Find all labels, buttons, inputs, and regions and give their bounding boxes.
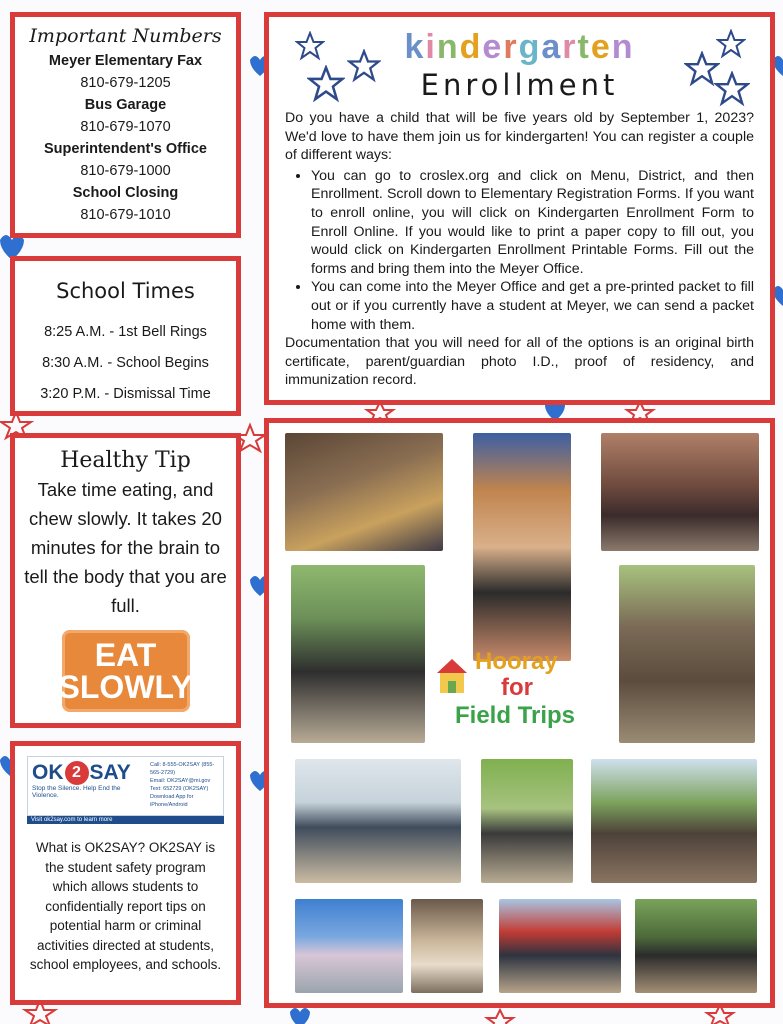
number-label: Bus Garage (84, 97, 167, 113)
star-icon (295, 31, 325, 61)
photo-students-auditorium (285, 433, 443, 551)
logo-ok: OK (32, 761, 64, 784)
ok2say-logo-area (28, 757, 146, 815)
time-row: 8:30 A.M. - School Begins (42, 355, 209, 371)
enrollment-header (285, 21, 754, 109)
number-label: Meyer Elementary Fax (48, 53, 203, 69)
number-value: 810-679-1205 (80, 75, 171, 91)
healthy-tip-panel (10, 433, 241, 728)
important-numbers-panel (10, 12, 241, 238)
photo-two-students-park (291, 565, 425, 743)
healthy-tip-text: Take time eating, and chew slowly. It takes 20 minutes for the brain to tell the body that you are full. (24, 479, 227, 616)
ok2say-footer: Visit ok2say.com to learn more (27, 816, 224, 824)
number-entry (21, 138, 230, 182)
enrollment-documentation: Documentation that you will need for all of the options is an original birth certificate, parent/guardian photo I.D., proof of residency, and immunization record. (285, 335, 754, 389)
hooray-text: Hooray (475, 648, 558, 675)
number-value: 810-679-1010 (80, 207, 171, 223)
ok2say-banner (27, 756, 224, 816)
eat-slowly-badge (58, 630, 193, 712)
ok2say-contacts (146, 757, 223, 815)
enrollment-intro: Do you have a child that will be five years old by September 1, 2023? We'd love to have them join us for kindergarten! You can register a couple of different ways: (285, 110, 754, 164)
logo-2: 2 (65, 761, 89, 785)
kindergarten-title: kindergarten (404, 28, 635, 66)
eat-slowly-line1: EAT (94, 637, 157, 673)
hooray-for-field-trips-graphic (435, 649, 607, 743)
number-value: 810-679-1070 (80, 119, 171, 135)
star-icon (347, 49, 381, 83)
photo-students-play-structure (499, 899, 621, 993)
photo-students-pavilion (411, 899, 483, 993)
enrollment-option: • You can go to croslex.org and click on Menu, District, and then Enrollment. Scroll down to Elementary Registration Forms. If you want to enroll online, you will click on Kindergarten Enrollment Form to Enroll Online. If you would like to print a paper copy to fill out, you would click on Kindergarten Enrollment Printable Forms. Fill out the forms and bring them into the Meyer Office. (311, 167, 754, 279)
star-icon (716, 29, 746, 59)
star-icon (714, 71, 750, 107)
photo-students-hallway (473, 433, 571, 661)
healthy-tip-title: Healthy Tip (60, 448, 191, 473)
photo-students-stick-fort (619, 565, 755, 743)
school-times-title: School Times (56, 279, 195, 303)
contact-call: Call: 8-555-OK2SAY (855-565-2729) (150, 762, 215, 776)
field-trips-text: Field Trips (455, 702, 576, 729)
field-trip-photo-collage (264, 418, 775, 1008)
ok2say-tagline: Stop the Silence. Help End the Violence. (32, 785, 121, 799)
for-text: for (501, 674, 533, 701)
time-row: 8:25 A.M. - 1st Bell Rings (44, 324, 207, 340)
photo-students-woods (635, 899, 757, 993)
number-entry (21, 94, 230, 138)
enrollment-subtitle: Enrollment (420, 68, 619, 102)
time-row: 3:20 P.M. - Dismissal Time (40, 386, 211, 402)
number-entry (21, 182, 230, 226)
ok2say-panel (10, 741, 241, 1005)
photo-class-on-beach (295, 759, 461, 883)
photo-students-theater (601, 433, 759, 551)
number-value: 810-679-1000 (80, 163, 171, 179)
star-icon (307, 65, 345, 103)
number-label: Superintendent's Office (44, 141, 207, 157)
photo-student-slide (295, 899, 403, 993)
enrollment-option: • You can come into the Meyer Office and get a pre-printed packet to fill out or if you currently have a student at Meyer, we can send a packet home with them. (311, 278, 754, 334)
photo-student-on-bench (481, 759, 573, 883)
ok2say-description: What is OK2SAY? OK2SAY is the student safety program which allows students to confidentially report tips on potential harm or criminal activities directed at students, school employees, and schools. (29, 840, 222, 972)
enrollment-options (285, 167, 754, 334)
school-times-panel (10, 256, 241, 416)
kindergarten-enrollment-panel (264, 12, 775, 405)
contact-app: Download App for iPhone/Android (150, 794, 194, 808)
photo-students-playground (591, 759, 757, 883)
ok2say-logo (32, 761, 142, 785)
important-numbers-title: Important Numbers (29, 25, 222, 47)
schoolhouse-icon (435, 657, 469, 697)
number-entry (21, 50, 230, 94)
logo-say: SAY (89, 761, 131, 784)
number-label: School Closing (72, 185, 179, 201)
eat-slowly-line2: SLOWLY (58, 669, 193, 705)
contact-text: Text: 652729 (OK2SAY) (150, 786, 209, 792)
contact-email: Email: OK2SAY@mi.gov (150, 778, 211, 784)
